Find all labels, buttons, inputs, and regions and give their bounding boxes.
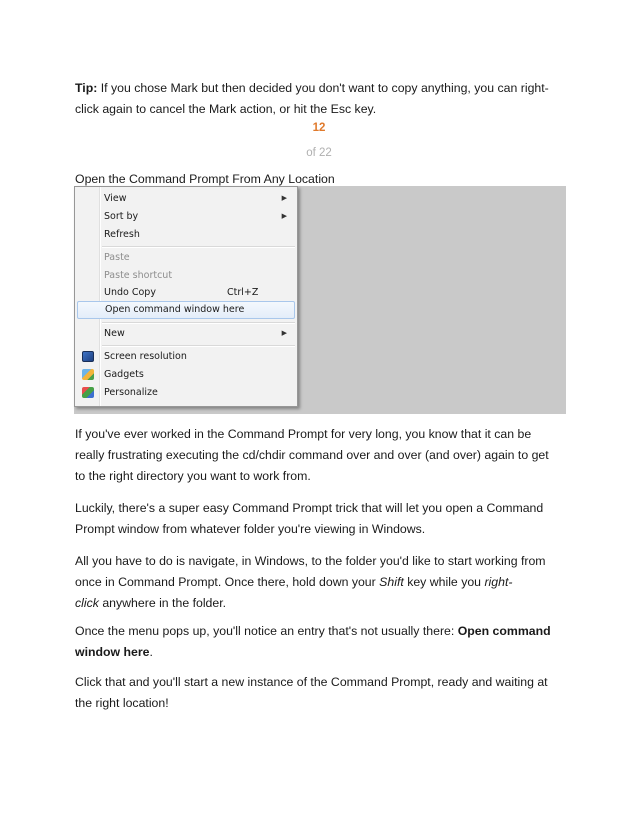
shortcut-label: Ctrl+Z	[227, 287, 259, 298]
menu-item-new[interactable]: New ▶	[77, 325, 295, 342]
menu-item-paste: Paste	[104, 252, 130, 263]
personalize-icon	[82, 387, 94, 398]
menu-separator	[102, 322, 295, 324]
menu-item-view[interactable]: View ▶	[77, 190, 295, 207]
gadgets-icon	[82, 369, 94, 380]
paragraph-4: Once the menu pops up, you'll notice an entry that's not usually there: Open command window here.	[75, 624, 551, 659]
context-menu	[74, 186, 298, 407]
page-total: of 22	[306, 147, 332, 159]
submenu-arrow-icon: ▶	[281, 212, 287, 220]
menu-separator	[102, 246, 295, 248]
menu-item-paste-shortcut: Paste shortcut	[104, 270, 173, 281]
context-menu-screenshot	[74, 186, 566, 414]
menu-item-screen-resolution[interactable]: Screen resolution	[77, 348, 295, 365]
paragraph-2: Luckily, there's a super easy Command Prompt trick that will let you open a Command Prompt window from whatever folder you're viewing in Windows.	[75, 501, 544, 536]
menu-item-open-command-window[interactable]: Open command window here	[77, 301, 295, 319]
paragraph-1: If you've ever worked in the Command Prompt for very long, you know that it can be really frustrating executing the cd/chdir command over and over (and over) again to get to the right directory you want to work from.	[75, 427, 549, 483]
tip-text-line1: If you chose Mark but then decided you don't want to copy anything, you can right-	[97, 81, 549, 95]
monitor-icon	[82, 351, 94, 362]
menu-separator	[102, 345, 295, 347]
paragraph-5: Click that and you'll start a new instance of the Command Prompt, ready and waiting at the right location!	[75, 675, 548, 710]
submenu-arrow-icon: ▶	[281, 329, 287, 337]
paragraph-3: All you have to do is navigate, in Windows, to the folder you'd like to start working from once in Command Prompt. Once there, hold down your Shift key while you right- click anywhere in the folder.	[75, 554, 546, 610]
submenu-arrow-icon: ▶	[281, 194, 287, 202]
menu-item-sort-by[interactable]: Sort by ▶	[77, 208, 295, 225]
section-title: Open the Command Prompt From Any Location	[75, 172, 335, 186]
menu-item-personalize[interactable]: Personalize	[77, 384, 295, 401]
menu-item-undo-copy[interactable]: Undo Copy Ctrl+Z	[77, 284, 295, 301]
tip-text-line2: click again to cancel the Mark action, or hit the Esc key.	[75, 102, 377, 116]
page-current: 12	[312, 122, 326, 134]
menu-item-gadgets[interactable]: Gadgets	[77, 366, 295, 383]
tip-paragraph	[75, 78, 575, 120]
tip-label: Tip:	[75, 81, 98, 95]
menu-item-refresh[interactable]: Refresh	[104, 229, 140, 240]
